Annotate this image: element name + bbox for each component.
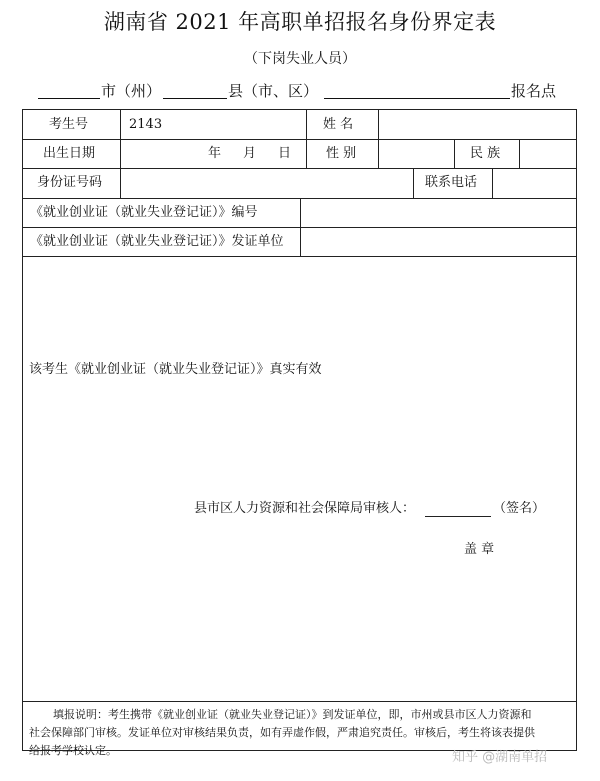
- col-divider: [306, 110, 307, 168]
- form-subtitle: （下岗失业人员）: [244, 51, 356, 67]
- footer-note-line-2: 社会保障部门审核。发证单位对审核结果负责，如有弄虚作假，严肃追究责任。审核后，考生将该表提供: [29, 726, 535, 739]
- row-divider: [23, 139, 577, 140]
- col-divider: [413, 168, 414, 198]
- col-divider: [519, 139, 520, 168]
- site-label: 报名点: [511, 82, 557, 100]
- phone-label: 联系电话: [425, 175, 478, 190]
- col-divider: [120, 168, 121, 198]
- name-field[interactable]: [383, 113, 573, 135]
- city-blank: [38, 97, 100, 99]
- sign-label: （签名）: [493, 501, 546, 516]
- ethnicity-label: 民 族: [470, 146, 501, 161]
- dob-year-label: 年: [208, 146, 222, 161]
- county-blank: [163, 97, 227, 99]
- region-line: [0, 78, 600, 104]
- row-divider: [23, 168, 577, 169]
- col-divider: [120, 110, 121, 168]
- exam-no-label: 考生号: [49, 117, 89, 132]
- col-divider: [454, 139, 455, 168]
- footer-note-line-1: 填报说明：考生携带《就业创业证（就业失业登记证）》到发证单位，即，市州或县市区人力资源和: [53, 708, 532, 721]
- dob-label: 出生日期: [43, 146, 96, 161]
- identity-form-table: [22, 109, 577, 757]
- reviewer-label: 县市区人力资源和社会保障局审核人：: [194, 501, 416, 516]
- name-label: 姓 名: [323, 117, 354, 132]
- reviewer-signature-blank[interactable]: [425, 516, 491, 517]
- row-divider: [23, 256, 577, 257]
- gender-label: 性 别: [326, 146, 357, 161]
- col-divider: [492, 168, 493, 198]
- col-divider: [300, 198, 301, 256]
- cert-number-label: 《就业创业证（就业失业登记证）》编号: [30, 205, 258, 220]
- exam-no-value[interactable]: 2143: [129, 117, 163, 132]
- seal-label: 盖 章: [464, 542, 495, 557]
- city-label: 市（州）: [101, 82, 162, 100]
- watermark: 知乎 @湖南单招: [452, 750, 548, 765]
- form-title: 湖南省 2021 年高职单招报名身份界定表: [103, 10, 497, 34]
- col-divider: [378, 110, 379, 168]
- verification-statement: 该考生《就业创业证（就业失业登记证）》真实有效: [29, 362, 322, 377]
- row-divider: [23, 701, 577, 702]
- cert-issuer-label: 《就业创业证（就业失业登记证）》发证单位: [30, 234, 284, 249]
- site-blank: [324, 97, 510, 99]
- dob-month-label: 月: [243, 146, 257, 161]
- id-number-label: 身份证号码: [37, 175, 103, 190]
- county-label: 县（市、区）: [228, 82, 319, 100]
- footer-note-line-3: 给报考学校认定。: [29, 744, 117, 757]
- dob-day-label: 日: [278, 146, 292, 161]
